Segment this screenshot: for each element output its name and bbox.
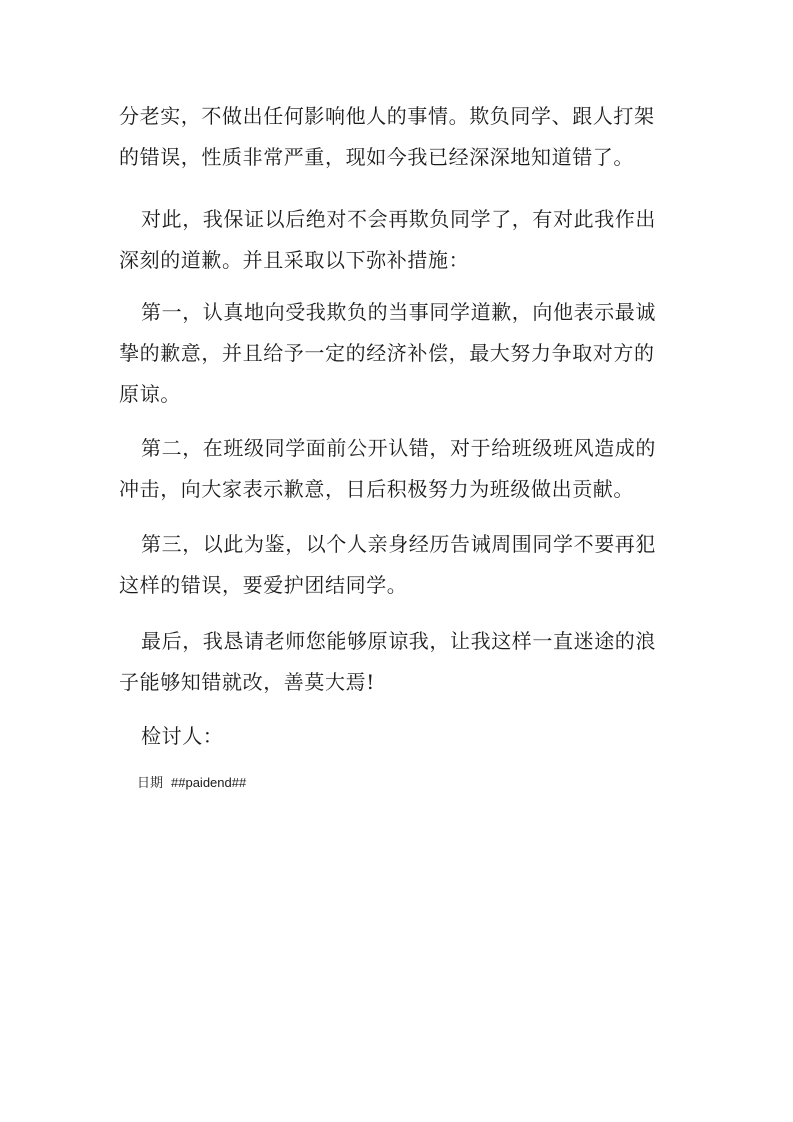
paragraph-line: 分老实，不做出任何影响他人的事情。欺负同学、跟人打架: [119, 104, 655, 128]
paragraph-5: [119, 524, 679, 606]
paragraph-4: [119, 428, 679, 510]
paragraph-6: [119, 621, 679, 703]
paragraph-line: 的错误，性质非常严重，现如今我已经深深地知道错了。: [119, 145, 634, 169]
paragraph-line: 第二，在班级同学面前公开认错，对于给班级班风造成的: [141, 436, 656, 460]
signer-label: 检讨人：: [141, 724, 224, 748]
paragraph-line: 这样的错误，要爱护团结同学。: [119, 573, 408, 597]
paragraph-3: [119, 292, 679, 415]
paragraph-line: 第三，以此为鉴，以个人亲身经历告诫周围同学不要再犯: [141, 532, 656, 556]
date-label: 日期: [137, 775, 164, 790]
date-line: [137, 774, 246, 792]
paragraph-1: [119, 96, 679, 178]
signer-paragraph: [119, 716, 679, 757]
paragraph-line: 子能够知错就改，善莫大焉!: [119, 670, 375, 694]
paragraph-line: 深刻的道歉。并且采取以下弥补措施：: [119, 248, 470, 272]
date-code: ##paidend##: [171, 775, 247, 790]
paragraph-line: 原谅。: [119, 382, 181, 406]
paragraph-line: 最后，我恳请老师您能够原谅我，让我这样一直迷途的浪: [141, 629, 656, 653]
paragraph-line: 对此，我保证以后绝对不会再欺负同学了，有对此我作出: [141, 207, 656, 231]
paragraph-line: 冲击，向大家表示歉意，日后积极努力为班级做出贡献。: [119, 477, 634, 501]
paragraph-2: [119, 199, 679, 281]
paragraph-line: 第一，认真地向受我欺负的当事同学道歉，向他表示最诚: [141, 300, 656, 324]
paragraph-line: 挚的歉意，并且给予一定的经济补偿，最大努力争取对方的: [119, 341, 655, 365]
